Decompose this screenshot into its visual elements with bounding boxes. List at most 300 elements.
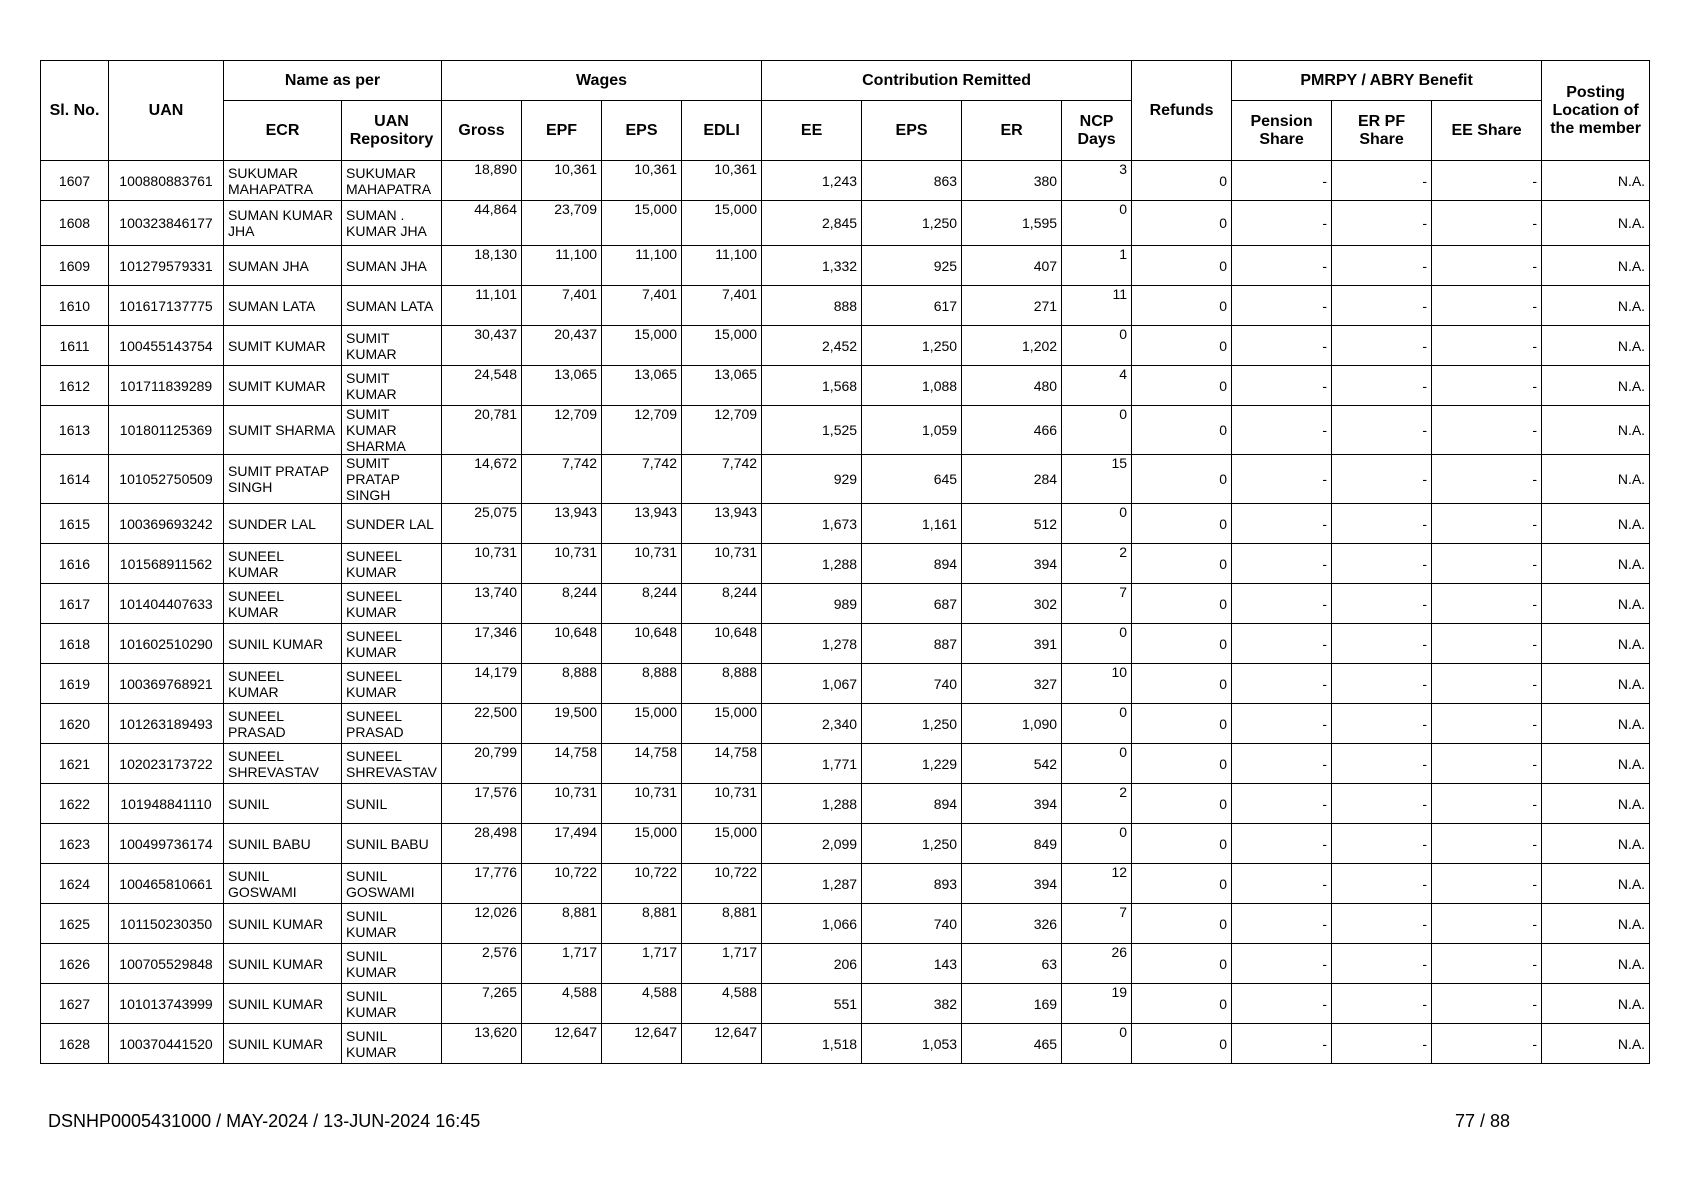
- cell-er-pf-share: -: [1332, 455, 1432, 504]
- cell-ee: 1,066: [762, 904, 862, 944]
- cell-contribution-eps: 894: [862, 784, 962, 824]
- cell-ee-share: -: [1432, 406, 1542, 455]
- cell-er: 1,202: [962, 326, 1062, 366]
- cell-ee-share: -: [1432, 544, 1542, 584]
- cell-pension-share: -: [1232, 664, 1332, 704]
- cell-sl-no: 1613: [41, 406, 109, 455]
- cell-contribution-eps: 1,250: [862, 201, 962, 246]
- cell-ee: 1,288: [762, 784, 862, 824]
- cell-ecr-name: SUNIL GOSWAMI: [224, 864, 342, 904]
- cell-contribution-eps: 1,088: [862, 366, 962, 406]
- cell-uan: 100880883761: [109, 161, 224, 201]
- cell-eps: 7,401: [602, 286, 682, 326]
- cell-gross: 12,026: [442, 904, 522, 944]
- cell-posting-location: N.A.: [1542, 366, 1650, 406]
- cell-eps: 13,065: [602, 366, 682, 406]
- cell-ee-share: -: [1432, 904, 1542, 944]
- cell-contribution-eps: 143: [862, 944, 962, 984]
- cell-refunds: 0: [1132, 664, 1232, 704]
- cell-posting-location: N.A.: [1542, 1024, 1650, 1064]
- header-pmrpy-abry-benefit: PMRPY / ABRY Benefit: [1232, 61, 1542, 101]
- cell-er: 1,595: [962, 201, 1062, 246]
- cell-refunds: 0: [1132, 366, 1232, 406]
- table-row: [41, 455, 1650, 504]
- cell-contribution-eps: 645: [862, 455, 962, 504]
- cell-ncp-days: 0: [1062, 326, 1132, 366]
- cell-edli: 15,000: [682, 201, 762, 246]
- cell-uan-repository-name: SUNIL KUMAR: [342, 944, 442, 984]
- cell-ncp-days: 12: [1062, 864, 1132, 904]
- cell-epf: 4,588: [522, 984, 602, 1024]
- cell-uan-repository-name: SUKUMAR MAHAPATRA: [342, 161, 442, 201]
- table-row: [41, 544, 1650, 584]
- cell-er-pf-share: -: [1332, 1024, 1432, 1064]
- cell-epf: 19,500: [522, 704, 602, 744]
- cell-gross: 22,500: [442, 704, 522, 744]
- header-epf: EPF: [522, 101, 602, 161]
- table-row: [41, 161, 1650, 201]
- cell-eps: 8,888: [602, 664, 682, 704]
- header-edli: EDLI: [682, 101, 762, 161]
- cell-er: 380: [962, 161, 1062, 201]
- table-row: [41, 406, 1650, 455]
- cell-er: 327: [962, 664, 1062, 704]
- cell-sl-no: 1615: [41, 504, 109, 544]
- cell-ee: 2,099: [762, 824, 862, 864]
- cell-pension-share: -: [1232, 201, 1332, 246]
- cell-epf: 12,647: [522, 1024, 602, 1064]
- cell-er-pf-share: -: [1332, 286, 1432, 326]
- cell-eps: 15,000: [602, 326, 682, 366]
- cell-er-pf-share: -: [1332, 784, 1432, 824]
- cell-er-pf-share: -: [1332, 544, 1432, 584]
- cell-sl-no: 1609: [41, 246, 109, 286]
- cell-uan: 102023173722: [109, 744, 224, 784]
- cell-epf: 10,731: [522, 544, 602, 584]
- cell-edli: 7,401: [682, 286, 762, 326]
- header-uan: UAN: [109, 61, 224, 161]
- cell-ecr-name: SUNEEL KUMAR: [224, 664, 342, 704]
- cell-refunds: 0: [1132, 984, 1232, 1024]
- cell-uan: 101052750509: [109, 455, 224, 504]
- cell-pension-share: -: [1232, 784, 1332, 824]
- cell-ncp-days: 0: [1062, 624, 1132, 664]
- cell-ee-share: -: [1432, 201, 1542, 246]
- cell-epf: 7,742: [522, 455, 602, 504]
- cell-ncp-days: 1: [1062, 246, 1132, 286]
- cell-er-pf-share: -: [1332, 664, 1432, 704]
- cell-uan-repository-name: SUMIT PRATAP SINGH: [342, 455, 442, 504]
- cell-pension-share: -: [1232, 864, 1332, 904]
- cell-edli: 7,742: [682, 455, 762, 504]
- cell-uan: 100323846177: [109, 201, 224, 246]
- cell-ecr-name: SUNIL KUMAR: [224, 984, 342, 1024]
- cell-posting-location: N.A.: [1542, 704, 1650, 744]
- cell-er-pf-share: -: [1332, 744, 1432, 784]
- page-number: 77 / 88: [1454, 1111, 1510, 1131]
- cell-uan-repository-name: SUNEEL PRASAD: [342, 704, 442, 744]
- header-er: ER: [962, 101, 1062, 161]
- cell-er: 394: [962, 544, 1062, 584]
- cell-gross: 2,576: [442, 944, 522, 984]
- cell-sl-no: 1608: [41, 201, 109, 246]
- header-wages: Wages: [442, 61, 762, 101]
- cell-ee-share: -: [1432, 744, 1542, 784]
- cell-posting-location: N.A.: [1542, 824, 1650, 864]
- cell-eps: 10,648: [602, 624, 682, 664]
- table-row: [41, 664, 1650, 704]
- cell-ecr-name: SUMAN KUMAR JHA: [224, 201, 342, 246]
- cell-ee: 2,452: [762, 326, 862, 366]
- cell-posting-location: N.A.: [1542, 904, 1650, 944]
- cell-ecr-name: SUNIL KUMAR: [224, 944, 342, 984]
- cell-sl-no: 1625: [41, 904, 109, 944]
- table-row: [41, 1024, 1650, 1064]
- cell-er: 284: [962, 455, 1062, 504]
- cell-uan: 100499736174: [109, 824, 224, 864]
- cell-edli: 8,244: [682, 584, 762, 624]
- cell-pension-share: -: [1232, 161, 1332, 201]
- cell-ecr-name: SUNIL KUMAR: [224, 624, 342, 664]
- cell-uan: 100455143754: [109, 326, 224, 366]
- table-row: [41, 504, 1650, 544]
- cell-er: 466: [962, 406, 1062, 455]
- cell-pension-share: -: [1232, 704, 1332, 744]
- header-contribution-eps: EPS: [862, 101, 962, 161]
- table-row: [41, 246, 1650, 286]
- cell-uan: 101711839289: [109, 366, 224, 406]
- cell-uan: 101602510290: [109, 624, 224, 664]
- cell-ee: 1,568: [762, 366, 862, 406]
- cell-edli: 8,881: [682, 904, 762, 944]
- cell-contribution-eps: 617: [862, 286, 962, 326]
- cell-ecr-name: SUNEEL KUMAR: [224, 584, 342, 624]
- cell-gross: 24,548: [442, 366, 522, 406]
- cell-pension-share: -: [1232, 624, 1332, 664]
- cell-er: 63: [962, 944, 1062, 984]
- cell-gross: 18,130: [442, 246, 522, 286]
- cell-posting-location: N.A.: [1542, 161, 1650, 201]
- table-row: [41, 904, 1650, 944]
- cell-ncp-days: 2: [1062, 544, 1132, 584]
- cell-uan: 101948841110: [109, 784, 224, 824]
- cell-sl-no: 1622: [41, 784, 109, 824]
- table-header: [41, 61, 1650, 161]
- cell-edli: 13,065: [682, 366, 762, 406]
- cell-edli: 12,709: [682, 406, 762, 455]
- cell-uan-repository-name: SUNIL KUMAR: [342, 904, 442, 944]
- cell-refunds: 0: [1132, 455, 1232, 504]
- cell-er: 465: [962, 1024, 1062, 1064]
- cell-posting-location: N.A.: [1542, 664, 1650, 704]
- cell-edli: 11,100: [682, 246, 762, 286]
- cell-sl-no: 1617: [41, 584, 109, 624]
- header-ee-share: EE Share: [1432, 101, 1542, 161]
- cell-ncp-days: 0: [1062, 704, 1132, 744]
- cell-posting-location: N.A.: [1542, 944, 1650, 984]
- cell-eps: 15,000: [602, 824, 682, 864]
- cell-ncp-days: 15: [1062, 455, 1132, 504]
- cell-ee-share: -: [1432, 984, 1542, 1024]
- cell-sl-no: 1616: [41, 544, 109, 584]
- table-row: [41, 984, 1650, 1024]
- cell-uan: 101801125369: [109, 406, 224, 455]
- cell-pension-share: -: [1232, 366, 1332, 406]
- cell-ee: 1,278: [762, 624, 862, 664]
- cell-ee: 1,771: [762, 744, 862, 784]
- cell-eps: 12,647: [602, 1024, 682, 1064]
- header-contribution-remitted: Contribution Remitted: [762, 61, 1132, 101]
- cell-sl-no: 1628: [41, 1024, 109, 1064]
- cell-uan-repository-name: SUNEEL KUMAR: [342, 624, 442, 664]
- cell-eps: 4,588: [602, 984, 682, 1024]
- cell-refunds: 0: [1132, 624, 1232, 664]
- cell-ee-share: -: [1432, 944, 1542, 984]
- cell-epf: 7,401: [522, 286, 602, 326]
- cell-eps: 8,881: [602, 904, 682, 944]
- cell-epf: 13,065: [522, 366, 602, 406]
- cell-contribution-eps: 687: [862, 584, 962, 624]
- cell-ecr-name: SUNIL KUMAR: [224, 1024, 342, 1064]
- cell-uan-repository-name: SUNEEL KUMAR: [342, 544, 442, 584]
- cell-uan: 100370441520: [109, 1024, 224, 1064]
- cell-gross: 7,265: [442, 984, 522, 1024]
- cell-ee-share: -: [1432, 704, 1542, 744]
- cell-posting-location: N.A.: [1542, 286, 1650, 326]
- cell-contribution-eps: 740: [862, 664, 962, 704]
- table-row: [41, 704, 1650, 744]
- cell-er-pf-share: -: [1332, 504, 1432, 544]
- cell-refunds: 0: [1132, 784, 1232, 824]
- cell-ecr-name: SUKUMAR MAHAPATRA: [224, 161, 342, 201]
- cell-contribution-eps: 1,229: [862, 744, 962, 784]
- cell-pension-share: -: [1232, 286, 1332, 326]
- cell-uan-repository-name: SUMAN JHA: [342, 246, 442, 286]
- cell-sl-no: 1621: [41, 744, 109, 784]
- cell-gross: 28,498: [442, 824, 522, 864]
- cell-refunds: 0: [1132, 864, 1232, 904]
- cell-pension-share: -: [1232, 944, 1332, 984]
- cell-uan-repository-name: SUMIT KUMAR SHARMA: [342, 406, 442, 455]
- cell-pension-share: -: [1232, 246, 1332, 286]
- table-row: [41, 201, 1650, 246]
- cell-er-pf-share: -: [1332, 904, 1432, 944]
- cell-ee: 551: [762, 984, 862, 1024]
- cell-pension-share: -: [1232, 824, 1332, 864]
- cell-ee: 1,243: [762, 161, 862, 201]
- cell-edli: 4,588: [682, 984, 762, 1024]
- cell-epf: 20,437: [522, 326, 602, 366]
- cell-gross: 14,672: [442, 455, 522, 504]
- cell-contribution-eps: 1,250: [862, 824, 962, 864]
- cell-eps: 15,000: [602, 704, 682, 744]
- cell-eps: 12,709: [602, 406, 682, 455]
- cell-refunds: 0: [1132, 704, 1232, 744]
- cell-ee: 206: [762, 944, 862, 984]
- cell-edli: 10,722: [682, 864, 762, 904]
- cell-epf: 11,100: [522, 246, 602, 286]
- cell-ecr-name: SUMIT PRATAP SINGH: [224, 455, 342, 504]
- cell-ecr-name: SUNEEL PRASAD: [224, 704, 342, 744]
- cell-uan-repository-name: SUNEEL SHREVASTAV: [342, 744, 442, 784]
- cell-edli: 13,943: [682, 504, 762, 544]
- cell-ee-share: -: [1432, 664, 1542, 704]
- table-row: [41, 326, 1650, 366]
- cell-uan: 101013743999: [109, 984, 224, 1024]
- cell-ecr-name: SUMAN LATA: [224, 286, 342, 326]
- table-row: [41, 944, 1650, 984]
- cell-edli: 15,000: [682, 824, 762, 864]
- cell-ee-share: -: [1432, 326, 1542, 366]
- cell-posting-location: N.A.: [1542, 201, 1650, 246]
- cell-uan: 100369693242: [109, 504, 224, 544]
- cell-epf: 10,731: [522, 784, 602, 824]
- cell-sl-no: 1626: [41, 944, 109, 984]
- cell-eps: 10,731: [602, 544, 682, 584]
- cell-ee-share: -: [1432, 824, 1542, 864]
- cell-refunds: 0: [1132, 904, 1232, 944]
- header-uan-repository: UAN Repository: [342, 101, 442, 161]
- cell-ee: 2,845: [762, 201, 862, 246]
- cell-ee-share: -: [1432, 1024, 1542, 1064]
- table-row: [41, 784, 1650, 824]
- cell-contribution-eps: 1,250: [862, 326, 962, 366]
- cell-eps: 10,361: [602, 161, 682, 201]
- cell-epf: 12,709: [522, 406, 602, 455]
- cell-ee-share: -: [1432, 455, 1542, 504]
- cell-epf: 14,758: [522, 744, 602, 784]
- cell-uan: 100705529848: [109, 944, 224, 984]
- cell-refunds: 0: [1132, 161, 1232, 201]
- cell-contribution-eps: 1,053: [862, 1024, 962, 1064]
- header-name-as-per: Name as per: [224, 61, 442, 101]
- cell-edli: 1,717: [682, 944, 762, 984]
- cell-er: 849: [962, 824, 1062, 864]
- cell-ncp-days: 10: [1062, 664, 1132, 704]
- cell-er: 1,090: [962, 704, 1062, 744]
- cell-er-pf-share: -: [1332, 584, 1432, 624]
- cell-gross: 44,864: [442, 201, 522, 246]
- cell-gross: 17,576: [442, 784, 522, 824]
- cell-edli: 10,731: [682, 784, 762, 824]
- cell-ee-share: -: [1432, 624, 1542, 664]
- cell-edli: 14,758: [682, 744, 762, 784]
- cell-ncp-days: 0: [1062, 504, 1132, 544]
- ecr-contribution-table: [40, 60, 1650, 1064]
- cell-uan-repository-name: SUNIL GOSWAMI: [342, 864, 442, 904]
- cell-refunds: 0: [1132, 504, 1232, 544]
- cell-uan-repository-name: SUMAN . KUMAR JHA: [342, 201, 442, 246]
- cell-gross: 18,890: [442, 161, 522, 201]
- cell-contribution-eps: 1,250: [862, 704, 962, 744]
- cell-edli: 15,000: [682, 326, 762, 366]
- cell-er-pf-share: -: [1332, 624, 1432, 664]
- cell-refunds: 0: [1132, 744, 1232, 784]
- cell-eps: 11,100: [602, 246, 682, 286]
- cell-ee: 2,340: [762, 704, 862, 744]
- cell-eps: 8,244: [602, 584, 682, 624]
- cell-uan-repository-name: SUNIL KUMAR: [342, 1024, 442, 1064]
- header-eps: EPS: [602, 101, 682, 161]
- cell-ee-share: -: [1432, 366, 1542, 406]
- cell-sl-no: 1618: [41, 624, 109, 664]
- cell-posting-location: N.A.: [1542, 744, 1650, 784]
- cell-ecr-name: SUNIL: [224, 784, 342, 824]
- table-body: [41, 161, 1650, 1064]
- cell-er-pf-share: -: [1332, 201, 1432, 246]
- cell-er: 394: [962, 784, 1062, 824]
- cell-pension-share: -: [1232, 1024, 1332, 1064]
- cell-uan-repository-name: SUMIT KUMAR: [342, 326, 442, 366]
- cell-edli: 10,731: [682, 544, 762, 584]
- cell-uan-repository-name: SUMIT KUMAR: [342, 366, 442, 406]
- cell-eps: 15,000: [602, 201, 682, 246]
- cell-epf: 8,881: [522, 904, 602, 944]
- cell-posting-location: N.A.: [1542, 624, 1650, 664]
- cell-gross: 14,179: [442, 664, 522, 704]
- cell-ncp-days: 26: [1062, 944, 1132, 984]
- cell-er-pf-share: -: [1332, 366, 1432, 406]
- cell-sl-no: 1612: [41, 366, 109, 406]
- cell-posting-location: N.A.: [1542, 544, 1650, 584]
- cell-refunds: 0: [1132, 201, 1232, 246]
- cell-epf: 23,709: [522, 201, 602, 246]
- header-er-pf-share: ER PF Share: [1332, 101, 1432, 161]
- cell-er: 542: [962, 744, 1062, 784]
- cell-gross: 17,776: [442, 864, 522, 904]
- cell-uan: 101150230350: [109, 904, 224, 944]
- cell-ecr-name: SUNEEL KUMAR: [224, 544, 342, 584]
- cell-gross: 13,740: [442, 584, 522, 624]
- cell-ee: 1,287: [762, 864, 862, 904]
- table-row: [41, 624, 1650, 664]
- cell-contribution-eps: 740: [862, 904, 962, 944]
- cell-contribution-eps: 925: [862, 246, 962, 286]
- cell-refunds: 0: [1132, 286, 1232, 326]
- cell-uan: 101568911562: [109, 544, 224, 584]
- cell-eps: 7,742: [602, 455, 682, 504]
- cell-ncp-days: 0: [1062, 406, 1132, 455]
- cell-refunds: 0: [1132, 246, 1232, 286]
- cell-ee: 1,332: [762, 246, 862, 286]
- header-pension-share: Pension Share: [1232, 101, 1332, 161]
- cell-posting-location: N.A.: [1542, 326, 1650, 366]
- cell-sl-no: 1607: [41, 161, 109, 201]
- cell-ecr-name: SUMAN JHA: [224, 246, 342, 286]
- header-ecr: ECR: [224, 101, 342, 161]
- cell-er-pf-share: -: [1332, 246, 1432, 286]
- cell-pension-share: -: [1232, 326, 1332, 366]
- cell-gross: 10,731: [442, 544, 522, 584]
- cell-uan: 101404407633: [109, 584, 224, 624]
- cell-er: 302: [962, 584, 1062, 624]
- cell-posting-location: N.A.: [1542, 246, 1650, 286]
- cell-gross: 20,799: [442, 744, 522, 784]
- table-row: [41, 744, 1650, 784]
- cell-epf: 17,494: [522, 824, 602, 864]
- cell-ncp-days: 19: [1062, 984, 1132, 1024]
- cell-epf: 8,888: [522, 664, 602, 704]
- cell-sl-no: 1614: [41, 455, 109, 504]
- cell-er-pf-share: -: [1332, 824, 1432, 864]
- cell-uan-repository-name: SUNIL: [342, 784, 442, 824]
- cell-refunds: 0: [1132, 944, 1232, 984]
- cell-ee: 989: [762, 584, 862, 624]
- cell-ncp-days: 7: [1062, 584, 1132, 624]
- cell-gross: 13,620: [442, 1024, 522, 1064]
- cell-uan: 100465810661: [109, 864, 224, 904]
- cell-ee-share: -: [1432, 584, 1542, 624]
